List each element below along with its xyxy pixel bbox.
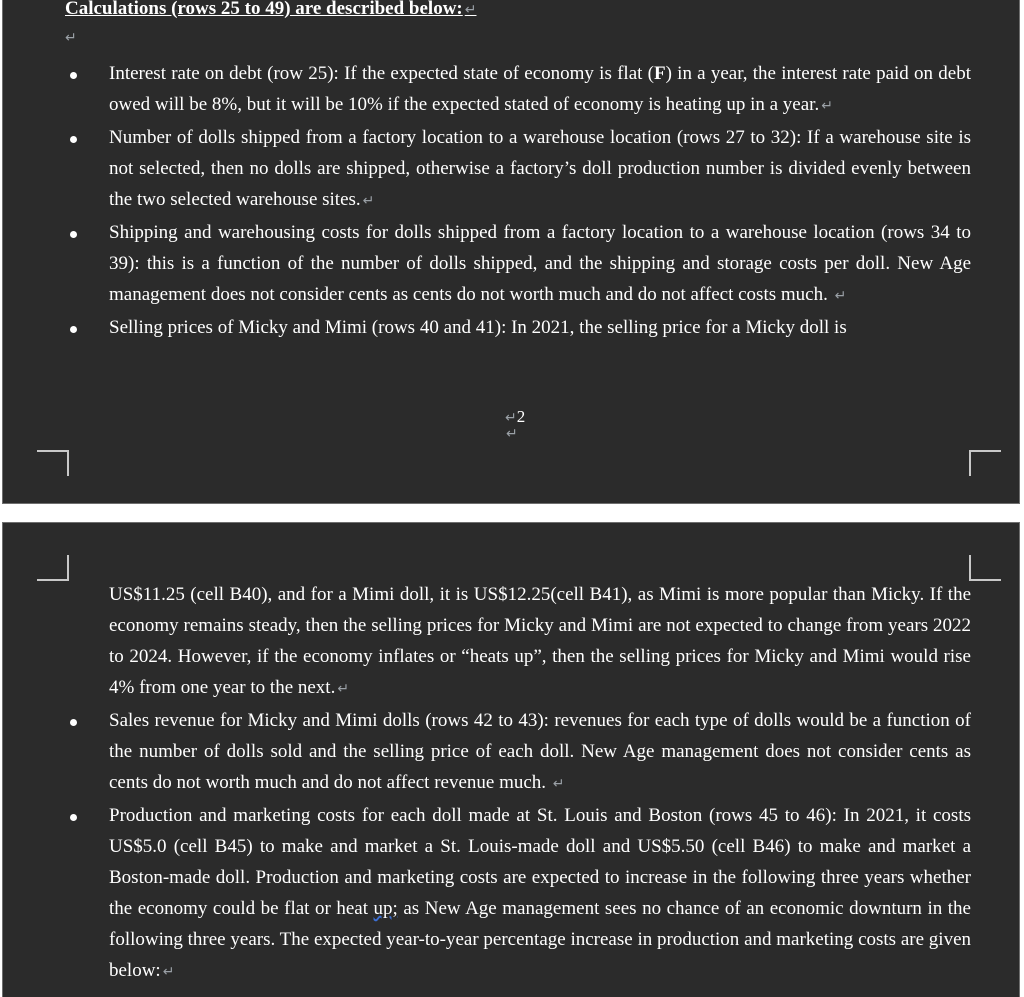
crop-mark-icon [37, 555, 69, 581]
list-item: Sales revenue for Micky and Mimi dolls (rows 42 to 43): revenues for each type of dolls would be a function of the number of dolls sold and the selling price of each doll. New Age management does not consider cents as cents do not worth much and do not affect revenue much. ↵ [3, 705, 1021, 800]
list-item: Number of dolls shipped from a factory location to a warehouse location (rows 27 to 32): If a warehouse site is not selected, then no dolls are shipped, otherwise a factory’s doll production number is divided evenly between the two selected warehouse sites. ↵ [3, 122, 1021, 217]
bullet-icon [70, 814, 77, 821]
bullet-icon [70, 136, 77, 143]
bullet-icon [70, 72, 77, 79]
paragraph-mark-icon: ↵ [65, 30, 77, 46]
list-item: Shipping and warehousing costs for dolls shipped from a factory location to a warehouse location (rows 34 to 39): this is a function of the number of dolls shipped, and the shipping and storage costs per doll. New Age management does not consider cents as cents do not worth much and do not affect costs much. ↵ [3, 217, 1021, 312]
page-number: ↵2 [505, 407, 526, 426]
list-item: Interest rate on debt (row 25): If the expected state of economy is flat (F) in a year, the interest rate paid on debt owed will be 8%, but it will be 10% if the expected stated of economy is heating up in a year. ↵ [3, 58, 1021, 122]
bullet-list [3, 58, 1021, 343]
list-item: Selling prices of Micky and Mimi (rows 40 and 41): In 2021, the selling price for a Micky doll is [3, 312, 1021, 343]
bullet-icon [70, 231, 77, 238]
paragraph-mark-icon: ↵ [506, 426, 518, 442]
paragraph-mark-icon: ↵ [162, 964, 175, 980]
document-page-2 [2, 522, 1020, 997]
paragraph-mark-icon: ↵ [834, 288, 847, 304]
section-heading: Calculations (rows 25 to 49) are described below: ↵ [65, 0, 477, 19]
bullet-icon [70, 719, 77, 726]
document-page-1 [2, 0, 1020, 504]
paragraph-mark-icon: ↵ [362, 193, 375, 209]
crop-mark-icon [969, 555, 1001, 581]
list-item-continuation: US$11.25 (cell B40), and for a Mimi doll, it is US$12.25(cell B41), as Mimi is more popular than Micky. If the economy remains steady, then the selling prices for Micky and Mimi are not expected to change from years 2022 to 2024. However, if the economy inflates or “heats up”, then the selling prices for Micky and Mimi would rise 4% from one year to the next. ↵ [109, 584, 971, 698]
crop-mark-icon [969, 450, 1001, 476]
paragraph-mark-icon: ↵ [464, 2, 477, 18]
crop-mark-icon [37, 450, 69, 476]
paragraph-mark-icon: ↵ [821, 98, 833, 114]
paragraph-mark-icon: ↵ [552, 776, 565, 792]
paragraph-mark-icon: ↵ [337, 681, 350, 697]
bullet-icon [70, 326, 77, 333]
list-item: Production and marketing costs for each doll made at St. Louis and Boston (rows 45 to 46): In 2021, it costs US$5.0 (cell B45) to make and market a St. Louis-made doll and US$5.50 (cell B46) to make and market a Boston-made doll. Production and marketing costs are expected to increase in the following three years whether the economy could be flat or heat up; as New Age management sees no chance of an economic downturn in the following three years. The expected year-to-year percentage increase in production and marketing costs are given below: ↵ [3, 800, 1021, 988]
bullet-list [3, 579, 1021, 988]
spellcheck-underline: up; [373, 898, 398, 919]
